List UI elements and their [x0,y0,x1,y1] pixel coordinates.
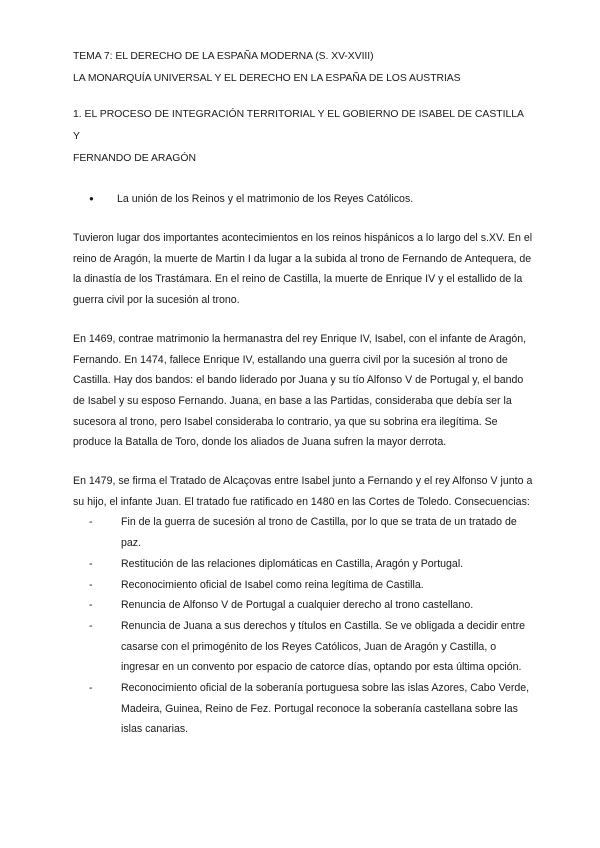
list-item [73,554,533,575]
consequences-list [73,512,533,740]
dash-marker: - [89,682,93,695]
list-item-text: Restitución de las relaciones diplomáticas en Castilla, Aragón y Portugal. [121,557,464,570]
topic-title: TEMA 7: EL DERECHO DE LA ESPAÑA MODERNA (S. XV-XVIII) [73,51,374,62]
section-heading-line2: FERNANDO DE ARAGÓN [73,153,196,164]
paragraph: En 1469, contrae matrimonio la hermanastra del rey Enrique IV, Isabel, con el infante de Aragón, Fernando. En 1474, fallece Enrique IV, estallando una guerra civil por la sucesión al trono de Castilla. Hay dos bandos: el bando liderado por Juana y su tío Alfonso V de Portugal y, el bando de Isabel y su esposo Fernando. Juana, en base a las Partidas, consideraba que debía ser la sucesora al trono, pero Isabel consideraba lo contrario, ya que su sobrina era ilegítima. Se produce la Batalla de Toro, donde los aliados de Juana sufren la mayor derrota. [73,332,527,449]
list-item [73,678,533,740]
dash-marker: - [89,599,93,612]
bullet-text: La unión de los Reinos y el matrimonio de los Reyes Católicos. [117,193,414,205]
document-page [73,46,533,740]
list-item [73,512,533,553]
topic-subtitle: LA MONARQUÍA UNIVERSAL Y EL DERECHO EN LA ESPAÑA DE LOS AUSTRIAS [73,73,461,84]
list-item-text: Renuncia de Juana a sus derechos y títulos en Castilla. Se ve obligada a decidir entre casarse con el primogénito de los Reyes Católicos, Juan de Aragón y Castilla, o ingresar en un convento por espacio de catorce días, optando por esta última opción. [121,619,525,674]
dash-marker: - [89,516,93,529]
paragraph: En 1479, se firma el Tratado de Alcaçovas entre Isabel junto a Fernando y el rey Alfonso V junto a su hijo, el infante Juan. El tratado fue ratificado en 1480 en las Cortes de Toledo. Consecuencias: [73,475,533,508]
bullet-icon: ● [89,194,94,203]
dash-marker: - [89,619,93,632]
list-item-text: Reconocimiento oficial de Isabel como reina legítima de Castilla. [121,578,424,591]
dash-marker: - [89,578,93,591]
section-heading-line1: 1. EL PROCESO DE INTEGRACIÓN TERRITORIAL Y EL GOBIERNO DE ISABEL DE CASTILLA Y [73,109,524,142]
paragraph: Tuvieron lugar dos importantes acontecimientos en los reinos hispánicos a lo largo del s.XV. En el reino de Aragón, la muerte de Martin I da lugar a la subida al trono de Fernando de Antequera, de la dinastía de los Trastámara. En el reino de Castilla, la muerte de Enrique IV y el estallido de la guerra civil por la sucesión al trono. [73,232,533,307]
list-item-text: Reconocimiento oficial de la soberanía portuguesa sobre las islas Azores, Cabo Verde, Madeira, Guinea, Reino de Fez. Portugal reconoce la soberanía castellana sobre las islas canarias. [121,682,530,736]
list-item [73,595,533,616]
bullet-item [73,188,533,210]
list-item [73,616,533,678]
section-heading [73,104,533,170]
list-item [73,575,533,596]
list-item-text: Fin de la guerra de sucesión al trono de Castilla, por lo que se trata de un tratado de paz. [121,516,517,550]
dash-marker: - [89,557,93,570]
list-item-text: Renuncia de Alfonso V de Portugal a cualquier derecho al trono castellano. [121,599,474,612]
